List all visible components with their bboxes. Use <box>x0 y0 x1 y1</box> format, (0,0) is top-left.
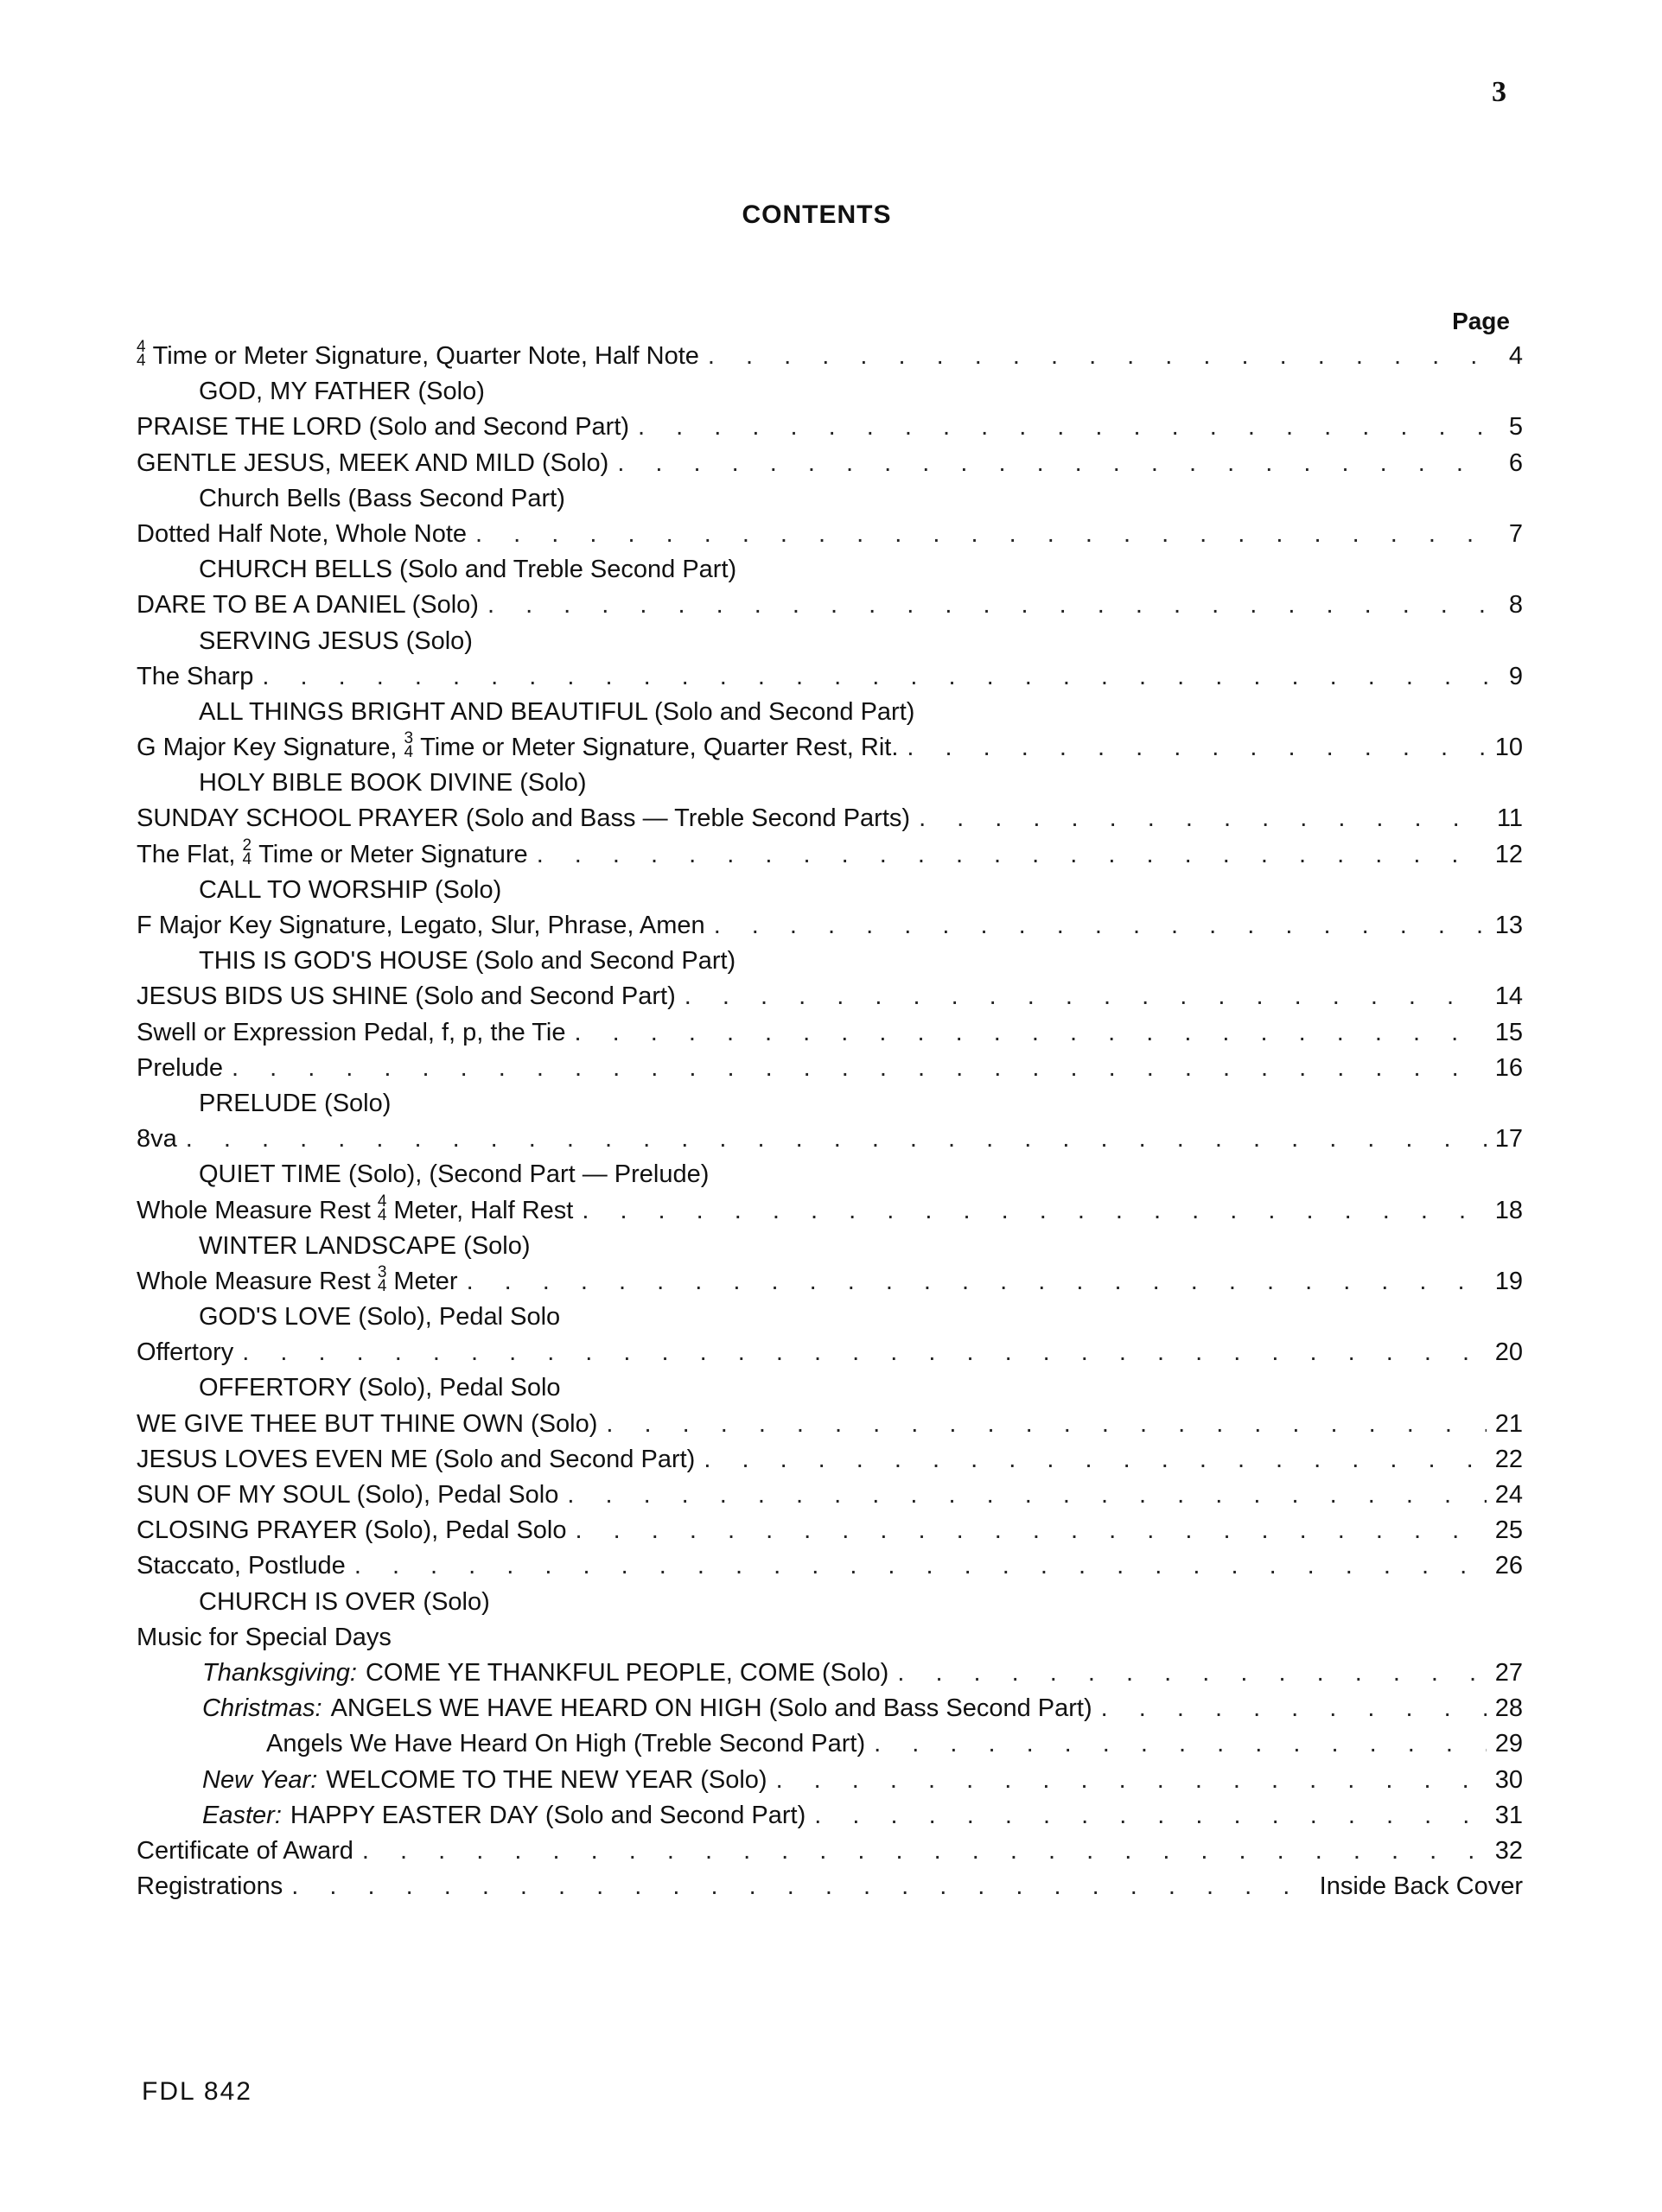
dot-leader <box>291 1869 1310 1904</box>
time-signature-glyph <box>242 836 252 868</box>
dot-leader <box>919 801 1488 836</box>
toc-entry-label <box>137 1442 695 1478</box>
toc-entry-title: GOD, MY FATHER (Solo) <box>199 378 485 406</box>
toc-entry <box>137 339 1523 374</box>
toc-entry-label <box>137 410 629 445</box>
toc-entry-label <box>202 1656 888 1691</box>
toc-entry-label <box>137 659 253 695</box>
dot-leader <box>814 1798 1486 1834</box>
toc-page-number: 12 <box>1494 840 1523 868</box>
toc-page-number: 17 <box>1494 1125 1523 1154</box>
toc-entry-label <box>137 1478 558 1513</box>
toc-page-number: 20 <box>1494 1338 1523 1367</box>
toc-entry <box>137 374 1523 410</box>
toc-entry-title: SERVING JESUS (Solo) <box>199 626 473 655</box>
dot-leader <box>606 1407 1486 1442</box>
toc-entry-title: Offertory <box>137 1338 234 1367</box>
toc-entry-label <box>199 1086 391 1122</box>
toc-page-number: 8 <box>1508 591 1523 620</box>
time-signature-denominator: 4 <box>377 1205 387 1224</box>
toc-page-number: 14 <box>1494 982 1523 1011</box>
toc-entry <box>137 1869 1523 1904</box>
toc-page-number: 13 <box>1494 912 1523 939</box>
page-column-header: Page <box>1452 308 1510 334</box>
toc-entry <box>137 1193 1523 1229</box>
time-signature-numerator: 4 <box>377 1192 387 1211</box>
toc-entry-label <box>137 1051 223 1086</box>
dot-leader <box>617 446 1488 481</box>
special-day-category: Easter: <box>202 1801 282 1829</box>
dot-leader <box>897 1656 1486 1691</box>
toc-entry-title: ALL THINGS BRIGHT AND BEAUTIFUL (Solo and Second Part) <box>199 697 915 726</box>
toc-entry <box>137 1015 1523 1051</box>
toc-entry <box>137 517 1523 552</box>
toc-entry <box>137 1442 1523 1478</box>
time-signature-numerator: 2 <box>242 836 252 855</box>
toc-entry <box>137 1051 1523 1086</box>
dot-leader <box>714 908 1487 944</box>
dot-leader <box>576 1513 1487 1548</box>
toc-entry-title: CHURCH IS OVER (Solo) <box>199 1587 490 1616</box>
toc-page-number: 29 <box>1494 1730 1523 1758</box>
toc-entry-label <box>199 552 736 588</box>
toc-entry-title: ANGELS WE HAVE HEARD ON HIGH (Solo and Bass Second Part) <box>330 1694 1092 1723</box>
dot-leader <box>242 1335 1486 1370</box>
dot-leader <box>638 410 1488 445</box>
toc-page-number: 5 <box>1508 413 1523 442</box>
dot-leader <box>362 1834 1487 1869</box>
toc-entry <box>137 1620 1523 1656</box>
toc-entry <box>137 1478 1523 1513</box>
dot-leader <box>1101 1691 1487 1726</box>
toc-entry-label <box>202 1691 1092 1726</box>
toc-entry-title: THIS IS GOD'S HOUSE (Solo and Second Part) <box>199 947 736 976</box>
toc-entry-label <box>137 1834 353 1869</box>
time-signature-numerator: 3 <box>377 1263 387 1282</box>
toc-entry-title: Registrations <box>137 1872 283 1901</box>
toc-entry-label <box>199 481 565 517</box>
toc-entry-label-prefix: The Flat, <box>137 840 236 868</box>
toc-page-number: 7 <box>1508 519 1523 548</box>
toc-entry <box>137 1548 1523 1584</box>
toc-page-number: 31 <box>1494 1801 1523 1829</box>
toc-entry-label <box>137 517 467 552</box>
toc-entry-label <box>199 944 735 979</box>
toc-entry-title: Swell or Expression Pedal, f, p, the Tie <box>137 1018 566 1046</box>
toc-entry <box>137 1656 1523 1691</box>
toc-entry-label <box>199 766 587 801</box>
toc-page-number: 9 <box>1508 662 1523 690</box>
toc-entry-label <box>137 1513 567 1548</box>
time-signature-glyph <box>377 1263 387 1296</box>
toc-entry-title: Angels We Have Heard On High (Treble Second Part) <box>266 1730 866 1758</box>
dot-leader <box>262 659 1488 695</box>
toc-entry-label <box>137 446 608 481</box>
toc-entry-title: Dotted Half Note, Whole Note <box>137 519 468 548</box>
dot-leader <box>776 1763 1487 1798</box>
toc-entry <box>137 410 1523 445</box>
toc-entry-title: CALL TO WORSHIP (Solo) <box>199 875 502 904</box>
dot-leader <box>475 517 1488 552</box>
toc-entry <box>137 1834 1523 1869</box>
toc-entry-title: SUNDAY SCHOOL PRAYER (Solo and Bass — Treble Second Parts) <box>137 804 911 833</box>
dot-leader <box>874 1726 1487 1762</box>
time-signature-numerator: 3 <box>404 729 414 748</box>
dot-leader <box>704 1442 1486 1478</box>
dot-leader <box>467 1264 1487 1300</box>
toc-entry-title: PRELUDE (Solo) <box>199 1089 392 1117</box>
time-signature-glyph <box>137 338 146 371</box>
toc-entry <box>137 908 1523 944</box>
toc-entry <box>137 552 1523 588</box>
toc-entry <box>137 659 1523 695</box>
toc-entry-title: SUN OF MY SOUL (Solo), Pedal Solo <box>137 1481 559 1509</box>
toc-entry <box>137 1513 1523 1548</box>
toc-entry-title: QUIET TIME (Solo), (Second Part — Prelude) <box>199 1160 710 1189</box>
toc-entry-title: Meter <box>393 1267 458 1295</box>
toc-entry <box>137 624 1523 659</box>
toc-entry <box>137 1264 1523 1300</box>
toc-entry <box>137 979 1523 1014</box>
toc-entry-title: HAPPY EASTER DAY (Solo and Second Part) <box>290 1801 806 1829</box>
toc-entry <box>137 944 1523 979</box>
toc-entry <box>137 1300 1523 1335</box>
toc-entry-title: 8va <box>137 1125 177 1154</box>
toc-page-number: 24 <box>1494 1481 1523 1509</box>
toc-entry-label <box>137 1122 177 1157</box>
toc-entry-label <box>137 588 479 623</box>
toc-entry-label <box>137 1193 573 1229</box>
time-signature-denominator: 4 <box>137 352 146 371</box>
page-number: 3 <box>1492 76 1506 108</box>
toc-entry <box>137 801 1523 836</box>
toc-entry-label <box>199 873 501 908</box>
toc-entry <box>137 695 1523 730</box>
toc-entry <box>137 1122 1523 1157</box>
toc-page-number: Inside Back Cover <box>1319 1872 1523 1901</box>
toc-entry <box>137 481 1523 517</box>
toc-entry-title: COME YE THANKFUL PEOPLE, COME (Solo) <box>365 1658 889 1687</box>
dot-leader <box>907 730 1486 766</box>
toc-entry-title: JESUS BIDS US SHINE (Solo and Second Part) <box>137 982 676 1011</box>
toc-entry-title: DARE TO BE A DANIEL (Solo) <box>137 591 479 620</box>
page-title: CONTENTS <box>742 200 892 229</box>
toc-entry-title: HOLY BIBLE BOOK DIVINE (Solo) <box>199 769 587 798</box>
toc-entry <box>137 446 1523 481</box>
toc-entry-title: Time or Meter Signature, Quarter Rest, Rit. <box>420 734 899 762</box>
toc-entry-label <box>137 1335 233 1370</box>
toc-entry <box>137 1585 1523 1620</box>
toc-entry <box>137 873 1523 908</box>
toc-entry-label <box>199 624 473 659</box>
toc-entry <box>137 588 1523 623</box>
toc-entry <box>137 1763 1523 1798</box>
time-signature-glyph <box>377 1192 387 1224</box>
toc-entry-label <box>137 730 898 766</box>
dot-leader <box>567 1478 1486 1513</box>
toc-page-number: 26 <box>1494 1552 1523 1580</box>
toc-entry-label-prefix: G Major Key Signature, <box>137 734 398 762</box>
toc-entry-title: GENTLE JESUS, MEEK AND MILD (Solo) <box>137 448 609 477</box>
dot-leader <box>574 1015 1486 1051</box>
toc-entry-label <box>202 1763 767 1798</box>
toc-entry-label <box>266 1726 865 1762</box>
toc-entry <box>137 766 1523 801</box>
toc-entry-label <box>137 1407 597 1442</box>
toc-entry-label <box>199 1229 531 1264</box>
toc-page-number: 27 <box>1494 1658 1523 1687</box>
toc-entry <box>137 1157 1523 1192</box>
toc-page-number: 28 <box>1494 1694 1523 1723</box>
dot-leader <box>354 1548 1487 1584</box>
toc-entry-title: CLOSING PRAYER (Solo), Pedal Solo <box>137 1516 567 1545</box>
dot-leader <box>708 339 1488 374</box>
toc-entry-title: PRAISE THE LORD (Solo and Second Part) <box>137 413 630 442</box>
time-signature-glyph <box>404 729 414 762</box>
toc-entry <box>137 1726 1523 1762</box>
toc-page-number: 18 <box>1494 1196 1523 1224</box>
special-day-category: Christmas: <box>202 1694 322 1723</box>
toc-entry-title: WELCOME TO THE NEW YEAR (Solo) <box>326 1765 767 1794</box>
toc-entry-title: Time or Meter Signature, Quarter Note, Half Note <box>152 342 699 370</box>
toc-page-number: 30 <box>1494 1765 1523 1794</box>
toc-page-number: 4 <box>1508 342 1523 370</box>
toc-entry <box>137 837 1523 873</box>
toc-entry-label <box>199 1370 561 1406</box>
toc-entry-title: Prelude <box>137 1053 223 1082</box>
toc-entry <box>137 730 1523 766</box>
time-signature-denominator: 4 <box>404 743 414 762</box>
toc-entry-title: WINTER LANDSCAPE (Solo) <box>199 1231 531 1260</box>
toc-page-number: 16 <box>1494 1053 1523 1082</box>
toc-entry-label-prefix: Whole Measure Rest <box>137 1196 371 1224</box>
toc-entry-title: Time or Meter Signature <box>258 840 528 868</box>
toc-entry-label <box>137 1015 565 1051</box>
toc-entry-label <box>137 1869 283 1904</box>
toc-entry-title: Music for Special Days <box>137 1623 392 1651</box>
toc-entry <box>137 1370 1523 1406</box>
dot-leader <box>232 1051 1487 1086</box>
toc-entry-label <box>202 1798 806 1834</box>
toc-entry-title: Meter, Half Rest <box>393 1196 574 1224</box>
toc-page-number: 6 <box>1508 448 1523 477</box>
toc-entry <box>137 1335 1523 1370</box>
toc-entry-label <box>199 1157 709 1192</box>
toc-entry <box>137 1798 1523 1834</box>
special-day-category: Thanksgiving: <box>202 1658 357 1687</box>
time-signature-numerator: 4 <box>137 338 146 357</box>
toc-entry-title: JESUS LOVES EVEN ME (Solo and Second Part) <box>137 1445 696 1473</box>
toc-entry-title: GOD'S LOVE (Solo), Pedal Solo <box>199 1303 561 1332</box>
dot-leader <box>537 837 1487 873</box>
toc-entry-title: CHURCH BELLS (Solo and Treble Second Part) <box>199 556 737 584</box>
toc-entry-title: The Sharp <box>137 662 254 690</box>
toc-page-number: 22 <box>1494 1445 1523 1473</box>
toc-entry-label <box>137 1264 458 1300</box>
toc-entry-title: WE GIVE THEE BUT THINE OWN (Solo) <box>137 1409 598 1438</box>
toc-entry-label <box>137 1548 346 1584</box>
time-signature-denominator: 4 <box>377 1277 387 1296</box>
toc-entry-title: F Major Key Signature, Legato, Slur, Phrase, Amen <box>137 912 705 939</box>
toc-page-number: 32 <box>1494 1836 1523 1865</box>
toc-entry-label <box>137 1620 392 1656</box>
table-of-contents <box>137 339 1523 1904</box>
toc-entry-title: OFFERTORY (Solo), Pedal Solo <box>199 1374 561 1402</box>
toc-entry-label <box>199 1300 560 1335</box>
toc-page-number: 10 <box>1494 734 1523 762</box>
toc-entry-title: Staccato, Postlude <box>137 1552 346 1580</box>
toc-entry <box>137 1407 1523 1442</box>
time-signature-denominator: 4 <box>242 849 252 868</box>
toc-entry-title: Certificate of Award <box>137 1836 353 1865</box>
toc-entry <box>137 1229 1523 1264</box>
toc-entry <box>137 1691 1523 1726</box>
toc-entry-label <box>137 801 910 836</box>
toc-entry-label <box>137 837 528 873</box>
toc-page-number: 21 <box>1494 1409 1523 1438</box>
toc-entry-title: Church Bells (Bass Second Part) <box>199 484 565 512</box>
catalog-code: FDL 842 <box>142 2077 252 2106</box>
toc-entry-label-prefix: Whole Measure Rest <box>137 1267 371 1295</box>
toc-entry-label <box>137 908 705 944</box>
dot-leader <box>487 588 1488 623</box>
toc-entry <box>137 1086 1523 1122</box>
toc-entry-label <box>137 979 676 1014</box>
toc-entry-label <box>137 339 699 374</box>
toc-page-number: 19 <box>1494 1267 1523 1295</box>
toc-entry-label <box>199 695 914 730</box>
dot-leader <box>582 1193 1486 1229</box>
toc-page-number: 25 <box>1494 1516 1523 1545</box>
dot-leader <box>685 979 1487 1014</box>
special-day-category: New Year: <box>202 1765 318 1794</box>
dot-leader <box>186 1122 1487 1157</box>
toc-entry-label <box>199 374 485 410</box>
toc-entry-label <box>199 1585 490 1620</box>
toc-page-number: 15 <box>1494 1018 1523 1046</box>
toc-page-number: 11 <box>1496 804 1523 833</box>
